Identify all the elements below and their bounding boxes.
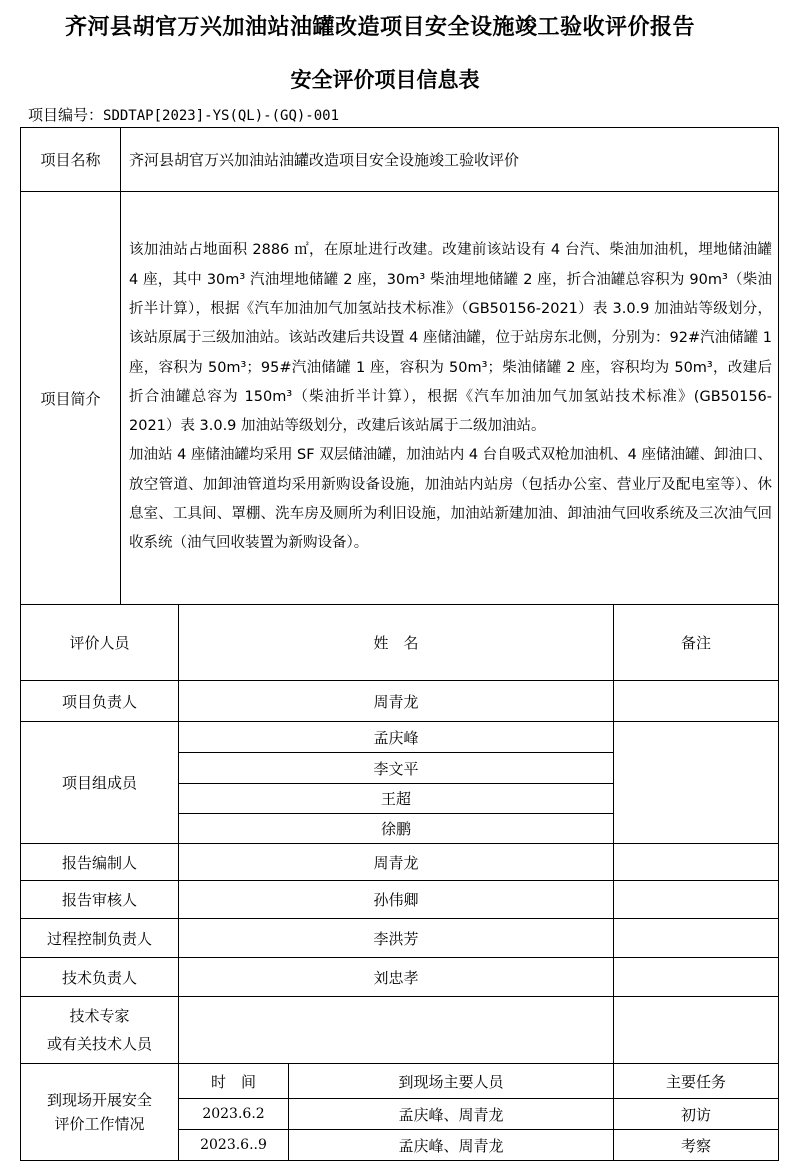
site-visit-header-people: 到现场主要人员 <box>289 1064 614 1099</box>
reviewer-note <box>614 881 779 919</box>
leader-label: 项目负责人 <box>21 681 179 722</box>
project-number-value: SDDTAP[2023]-YS(QL)-(GQ)-001 <box>103 108 340 124</box>
project-intro-paragraph-1: 该加油站占地面积 2886 ㎡，在原址进行改建。改建前该站设有 4 台汽、柴油加油机，埋地储油罐 4 座，其中 30m³ 汽油埋地储罐 2 座，30m³ 柴油埋地储罐 2 座，折合油罐总容积为 90m³（柴油折半计算），根据《汽车加油加气加氢站技术标准》（GB50156-2021）表 3.0.9 加油站等级划分，该站原属于三级加油站。该站改建后共设置 4 座储油罐，位于站房东北侧，分别为：92#汽油储罐 1 座，容积为 50m³；95#汽油储罐 1 座，容积为 50m³；柴油储罐 2 座，容积均为 50m³，改建后折合油罐总容为 150m³（柴油折半计算），根据《汽车加油加气加氢站技术标准》(GB50156-2021）表 3.0.9 加油站等级划分，改建后该站属于二级加油站。 <box>129 242 772 435</box>
project-name-label: 项目名称 <box>21 128 121 192</box>
site-visit-header-time: 时 间 <box>179 1064 289 1099</box>
personnel-table <box>20 604 779 1161</box>
process-control-note <box>614 919 779 958</box>
expert-name <box>179 997 614 1064</box>
expert-label <box>21 997 179 1064</box>
project-number-label: 项目编号： <box>28 106 104 124</box>
reviewer-name: 孙伟卿 <box>179 881 614 919</box>
header-note: 备注 <box>614 605 779 681</box>
members-note <box>614 722 779 844</box>
member-name: 徐鹏 <box>179 814 614 844</box>
writer-note <box>614 844 779 881</box>
expert-label-line-1: 技术专家 <box>69 1007 130 1025</box>
project-info-table <box>20 127 779 605</box>
visit-date: 2023.6..9 <box>179 1130 289 1161</box>
leader-note <box>614 681 779 722</box>
project-number <box>28 104 339 125</box>
table-subtitle: 安全评价项目信息表 <box>290 68 480 92</box>
tech-leader-name: 刘忠孝 <box>179 958 614 997</box>
member-name: 李文平 <box>179 753 614 784</box>
visit-task: 考察 <box>614 1130 779 1161</box>
visit-task: 初访 <box>614 1099 779 1130</box>
project-name-value: 齐河县胡官万兴加油站油罐改造项目安全设施竣工验收评价 <box>121 128 779 192</box>
leader-name: 周青龙 <box>179 681 614 722</box>
expert-note <box>614 997 779 1064</box>
writer-label: 报告编制人 <box>21 844 179 881</box>
process-control-label: 过程控制负责人 <box>21 919 179 958</box>
project-intro <box>121 192 779 605</box>
process-control-name: 李洪芳 <box>179 919 614 958</box>
visit-date: 2023.6.2 <box>179 1099 289 1130</box>
report-title: 齐河县胡官万兴加油站油罐改造项目安全设施竣工验收评价报告 <box>64 15 695 40</box>
header-role: 评价人员 <box>21 605 179 681</box>
member-name: 孟庆峰 <box>179 722 614 753</box>
expert-label-line-2: 或有关技术人员 <box>46 1035 152 1053</box>
site-visit-label-line-2: 评价工作情况 <box>54 1115 145 1133</box>
members-label: 项目组成员 <box>21 722 179 844</box>
site-visit-header-task: 主要任务 <box>614 1064 779 1099</box>
project-intro-paragraph-2: 加油站 4 座储油罐均采用 SF 双层储油罐，加油站内 4 台自吸式双枪加油机、4 座储油罐、卸油口、放空管道、加卸油管道均采用新购设备设施，加油站内站房（包括办公室、营业厅及配电室等）、休息室、工具间、罩棚、洗车房及厕所为利旧设施，加油站新建加油、卸油油气回收系统及三次油气回收系统（油气回收装置为新购设备）。 <box>129 447 772 552</box>
writer-name: 周青龙 <box>179 844 614 881</box>
tech-leader-note <box>614 958 779 997</box>
tech-leader-label: 技术负责人 <box>21 958 179 997</box>
visit-people: 孟庆峰、周青龙 <box>289 1130 614 1161</box>
site-visit-label <box>21 1064 179 1161</box>
reviewer-label: 报告审核人 <box>21 881 179 919</box>
visit-people: 孟庆峰、周青龙 <box>289 1099 614 1130</box>
member-name: 王超 <box>179 784 614 814</box>
header-name: 姓 名 <box>179 605 614 681</box>
site-visit-label-line-1: 到现场开展安全 <box>46 1091 152 1109</box>
project-intro-label: 项目简介 <box>21 192 121 605</box>
